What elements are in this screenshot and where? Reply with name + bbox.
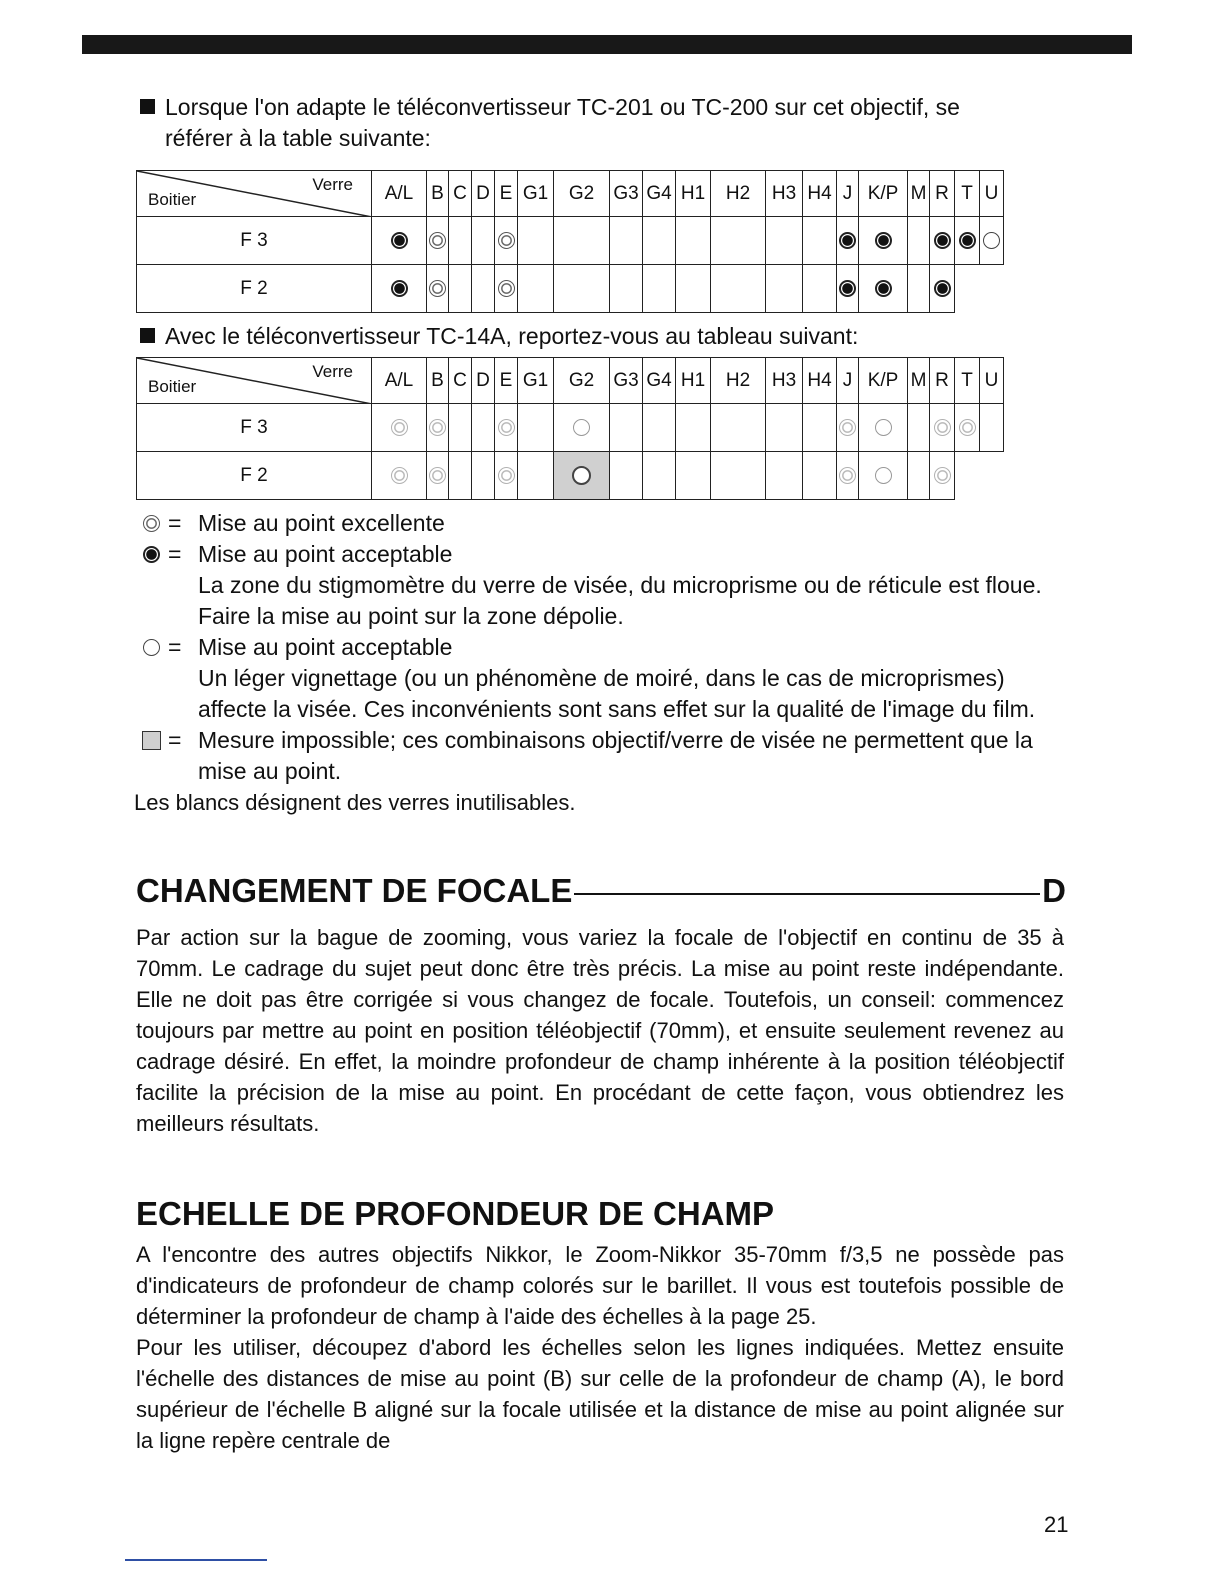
table-cell bbox=[837, 265, 859, 313]
column-header: H2 bbox=[711, 358, 766, 404]
row-label: F 3 bbox=[137, 217, 372, 265]
open-circle-icon bbox=[875, 419, 892, 436]
table-row bbox=[137, 452, 1004, 500]
double-circle-icon bbox=[498, 467, 515, 484]
column-header: E bbox=[495, 358, 518, 404]
legend-acceptable-filled-desc: La zone du stigmomètre du verre de visée, du microprisme ou de réticule est floue. Faire la mise au point sur la zone dépolie. bbox=[198, 572, 1042, 629]
double-circle-icon bbox=[959, 419, 976, 436]
header-corner-cell bbox=[137, 171, 372, 217]
table-cell bbox=[449, 265, 472, 313]
table-cell bbox=[859, 404, 908, 452]
table-cell bbox=[711, 452, 766, 500]
double-circle-icon bbox=[391, 467, 408, 484]
table-cell bbox=[955, 404, 980, 452]
open-circle-icon bbox=[573, 419, 590, 436]
double-circle-icon bbox=[498, 280, 515, 297]
open-circle-icon bbox=[875, 467, 892, 484]
intro-tc201-line2: référer à la table suivante: bbox=[165, 125, 431, 151]
column-header: J bbox=[837, 358, 859, 404]
legend-acceptable-open: = Mise au point acceptable bbox=[134, 632, 1074, 663]
column-header: B bbox=[427, 171, 449, 217]
header-boitier-label: Boitier bbox=[148, 377, 197, 396]
table-cell bbox=[711, 217, 766, 265]
legend-excellent: = Mise au point excellente bbox=[134, 508, 1074, 539]
column-header: G1 bbox=[518, 358, 554, 404]
table-cell bbox=[930, 217, 955, 265]
column-header: G4 bbox=[643, 358, 676, 404]
open-circle-icon bbox=[572, 466, 591, 485]
filled-circle-icon bbox=[934, 280, 951, 297]
legend-acceptable-open-desc: Un léger vignettage (ou un phénomène de moiré, dans le cas de microprismes) affecte la visée. Ces inconvénients sont sans effet sur la qualité de l'image du film. bbox=[198, 665, 1036, 722]
column-header: K/P bbox=[859, 171, 908, 217]
table-row bbox=[137, 265, 1004, 313]
column-header: H3 bbox=[766, 171, 803, 217]
table-cell bbox=[554, 265, 610, 313]
table-cell bbox=[837, 217, 859, 265]
legend-impossible: = Mesure impossible; ces combinaisons objectif/verre de visée ne permettent que la mise au point. bbox=[134, 725, 1074, 787]
header-boitier-label: Boitier bbox=[148, 190, 197, 209]
table-cell bbox=[766, 217, 803, 265]
filled-circle-icon bbox=[839, 232, 856, 249]
column-header: H1 bbox=[676, 171, 711, 217]
double-circle-icon bbox=[934, 419, 951, 436]
filled-circle-icon bbox=[839, 280, 856, 297]
table-cell bbox=[610, 217, 643, 265]
column-header: G4 bbox=[643, 171, 676, 217]
table-cell bbox=[449, 404, 472, 452]
table-cell bbox=[554, 217, 610, 265]
table-cell bbox=[610, 404, 643, 452]
double-circle-icon bbox=[429, 280, 446, 297]
table-cell bbox=[427, 265, 449, 313]
column-header: G3 bbox=[610, 358, 643, 404]
table-cell bbox=[676, 217, 711, 265]
table-cell bbox=[803, 265, 837, 313]
table-cell bbox=[837, 404, 859, 452]
table-cell bbox=[643, 404, 676, 452]
section2-body: A l'encontre des autres objectifs Nikkor, le Zoom-Nikkor 35-70mm f/3,5 ne possède pas d'indicateurs de profondeur de champ colorés sur le barillet. Il vous est toutefois possible de déterminer la profondeur de champ à l'aide des échelles à la page 25. Pour les utiliser, découpez d'abord les échelles selon les lignes indiquées. Mettez ensuite l'échelle des distances de mise au point (B) sur celle de la profondeur de champ (A), le bord supérieur de l'échelle B aligné sur la focale utilisée et la distance de mise au point alignée sur la ligne repère centrale de bbox=[136, 1242, 1064, 1453]
table-cell bbox=[803, 452, 837, 500]
double-circle-icon bbox=[143, 515, 160, 532]
table-cell bbox=[643, 217, 676, 265]
column-header: T bbox=[955, 171, 980, 217]
table-cell bbox=[676, 452, 711, 500]
row-label: F 2 bbox=[137, 452, 372, 500]
table-cell bbox=[859, 217, 908, 265]
filled-circle-icon bbox=[875, 232, 892, 249]
double-circle-icon bbox=[839, 419, 856, 436]
table-cell bbox=[930, 404, 955, 452]
intro-tc201 bbox=[140, 92, 1080, 154]
column-header: T bbox=[955, 358, 980, 404]
open-circle-icon bbox=[143, 639, 160, 656]
filled-circle-icon bbox=[143, 546, 160, 563]
filled-circle-icon bbox=[391, 232, 408, 249]
filled-circle-icon bbox=[959, 232, 976, 249]
column-header: J bbox=[837, 171, 859, 217]
table-cell bbox=[372, 217, 427, 265]
bullet-square-icon bbox=[140, 328, 155, 343]
column-header: H4 bbox=[803, 171, 837, 217]
column-header: H4 bbox=[803, 358, 837, 404]
double-circle-icon bbox=[429, 232, 446, 249]
column-header: G2 bbox=[554, 358, 610, 404]
table-cell bbox=[930, 452, 955, 500]
table-cell bbox=[495, 404, 518, 452]
column-header: H3 bbox=[766, 358, 803, 404]
column-header: M bbox=[908, 358, 930, 404]
table-row bbox=[137, 404, 1004, 452]
table-cell bbox=[859, 265, 908, 313]
section-title-changement-focale: CHANGEMENT DE FOCALE D bbox=[136, 872, 1066, 909]
table-cell bbox=[955, 452, 980, 500]
table-cell bbox=[803, 217, 837, 265]
table-cell bbox=[449, 452, 472, 500]
table-cell bbox=[676, 265, 711, 313]
table-cell bbox=[766, 265, 803, 313]
compat-table-tc14a bbox=[136, 357, 1004, 500]
table-cell bbox=[495, 265, 518, 313]
section1-body: Par action sur la bague de zooming, vous variez la focale de l'objectif en continu de 35 à 70mm. Le cadrage du sujet peut donc être très précis. La mise au point reste indépendante. Elle ne doit pas être corrigée si vous changez de focale. Toutefois, un conseil: commencez toujours par mettre au point en position téléobjectif (70mm), et ensuite seulement revenez au cadrage désiré. En effet, la moindre profondeur de champ inhérente à la position téléobjectif facilite la précision de la mise au point. En procédant de cette façon, vous obtiendrez les meilleurs résultats. bbox=[136, 925, 1064, 1136]
column-header: G2 bbox=[554, 171, 610, 217]
table-cell bbox=[711, 404, 766, 452]
table-cell bbox=[908, 404, 930, 452]
column-header: R bbox=[930, 358, 955, 404]
table-cell bbox=[980, 217, 1004, 265]
page-number: 21 bbox=[1044, 1512, 1069, 1537]
double-circle-icon bbox=[429, 419, 446, 436]
table-cell bbox=[495, 217, 518, 265]
double-circle-icon bbox=[498, 419, 515, 436]
intro-tc14a bbox=[140, 321, 1080, 352]
legend-acceptable-filled: = Mise au point acceptable bbox=[134, 539, 1074, 570]
table-cell bbox=[518, 452, 554, 500]
table-cell bbox=[372, 452, 427, 500]
column-header: G1 bbox=[518, 171, 554, 217]
table-cell bbox=[803, 404, 837, 452]
table-cell bbox=[930, 265, 955, 313]
intro-tc14a-text: Avec le téléconvertisseur TC-14A, reportez-vous au tableau suivant: bbox=[165, 323, 859, 349]
table-cell bbox=[518, 265, 554, 313]
table-cell bbox=[766, 452, 803, 500]
table-cell bbox=[643, 452, 676, 500]
filled-circle-icon bbox=[934, 232, 951, 249]
row-label: F 2 bbox=[137, 265, 372, 313]
column-header: A/L bbox=[372, 358, 427, 404]
table-cell bbox=[554, 404, 610, 452]
table-cell bbox=[427, 404, 449, 452]
table-cell bbox=[908, 452, 930, 500]
table-cell bbox=[472, 452, 495, 500]
table-cell bbox=[372, 404, 427, 452]
column-header: C bbox=[449, 171, 472, 217]
column-header: R bbox=[930, 171, 955, 217]
table-cell bbox=[980, 452, 1004, 500]
table-cell bbox=[610, 265, 643, 313]
column-header: D bbox=[472, 171, 495, 217]
table-cell bbox=[766, 404, 803, 452]
filled-circle-icon bbox=[875, 280, 892, 297]
header-corner-cell bbox=[137, 358, 372, 404]
table-cell bbox=[955, 217, 980, 265]
column-header: U bbox=[980, 358, 1004, 404]
shaded-square-icon bbox=[142, 731, 161, 750]
table-cell bbox=[554, 452, 610, 500]
table-cell bbox=[472, 265, 495, 313]
column-header: H1 bbox=[676, 358, 711, 404]
bullet-square-icon bbox=[140, 99, 155, 114]
intro-tc201-line1: Lorsque l'on adapte le téléconvertisseur TC-201 ou TC-200 sur cet objectif, se bbox=[165, 94, 960, 120]
header-verre-label: Verre bbox=[312, 175, 353, 194]
table-cell bbox=[837, 452, 859, 500]
table-cell bbox=[955, 265, 980, 313]
column-header: H2 bbox=[711, 171, 766, 217]
table-cell bbox=[427, 217, 449, 265]
table-cell bbox=[472, 404, 495, 452]
table-cell bbox=[676, 404, 711, 452]
legend bbox=[134, 508, 1074, 818]
double-circle-icon bbox=[498, 232, 515, 249]
table-cell bbox=[711, 265, 766, 313]
legend-blanks-note: Les blancs désignent des verres inutilisables. bbox=[134, 790, 576, 815]
compat-table-tc201 bbox=[136, 170, 1004, 313]
open-circle-icon bbox=[983, 232, 1000, 249]
section-title-echelle-profondeur: ECHELLE DE PROFONDEUR DE CHAMP bbox=[136, 1195, 775, 1232]
table-cell bbox=[980, 265, 1004, 313]
table-row bbox=[137, 217, 1004, 265]
double-circle-icon bbox=[934, 467, 951, 484]
table-cell bbox=[859, 452, 908, 500]
column-header: C bbox=[449, 358, 472, 404]
table-cell bbox=[980, 404, 1004, 452]
double-circle-icon bbox=[839, 467, 856, 484]
table-cell bbox=[610, 452, 643, 500]
column-header: K/P bbox=[859, 358, 908, 404]
double-circle-icon bbox=[429, 467, 446, 484]
top-header-bar bbox=[82, 35, 1132, 54]
bottom-rule bbox=[125, 1559, 267, 1561]
section-letter: D bbox=[1042, 872, 1066, 909]
table-cell bbox=[449, 217, 472, 265]
table-cell bbox=[518, 404, 554, 452]
title-rule bbox=[574, 893, 1040, 895]
table-cell bbox=[427, 452, 449, 500]
column-header: M bbox=[908, 171, 930, 217]
column-header: B bbox=[427, 358, 449, 404]
table-cell bbox=[495, 452, 518, 500]
table-cell bbox=[472, 217, 495, 265]
double-circle-icon bbox=[391, 419, 408, 436]
table-cell bbox=[908, 265, 930, 313]
column-header: A/L bbox=[372, 171, 427, 217]
table-cell bbox=[372, 265, 427, 313]
column-header: D bbox=[472, 358, 495, 404]
table-cell bbox=[643, 265, 676, 313]
row-label: F 3 bbox=[137, 404, 372, 452]
column-header: E bbox=[495, 171, 518, 217]
column-header: G3 bbox=[610, 171, 643, 217]
column-header: U bbox=[980, 171, 1004, 217]
header-verre-label: Verre bbox=[312, 362, 353, 381]
filled-circle-icon bbox=[391, 280, 408, 297]
table-cell bbox=[908, 217, 930, 265]
table-cell bbox=[518, 217, 554, 265]
